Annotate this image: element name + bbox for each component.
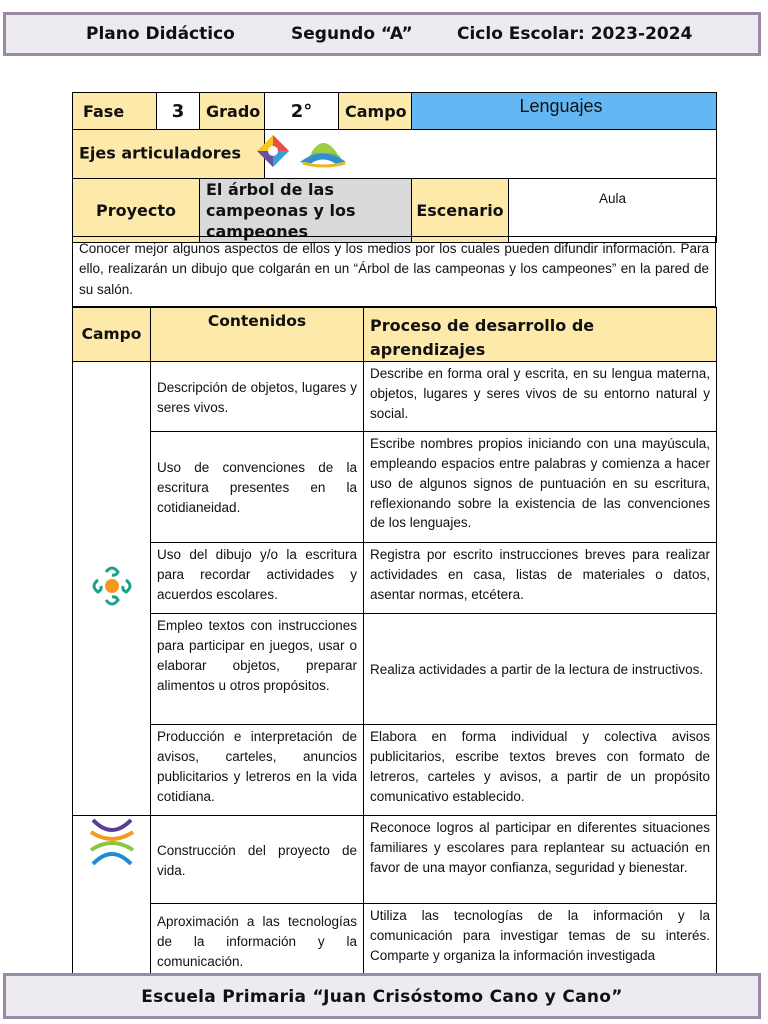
cycle-title: Ciclo Escolar: 2023-2024 bbox=[457, 24, 693, 44]
fase-value: 3 bbox=[157, 93, 200, 130]
proceso-cell: Describe en forma oral y escrita, en su lengua materna, objetos, lugares y seres vivos de su entorno natural y social. bbox=[364, 362, 717, 432]
contenido-cell: Producción e interpretación de avisos, carteles, anuncios publicitarios y letreros en la vida cotidiana. bbox=[151, 725, 364, 816]
footer-banner bbox=[3, 973, 761, 1019]
header-contenidos: Contenidos bbox=[151, 308, 364, 362]
contenido-cell: Aproximación a las tecnologías de la información y la comunicación. bbox=[151, 904, 364, 979]
proyecto-label: Proyecto bbox=[73, 179, 200, 243]
contenido-cell: Empleo textos con instrucciones para participar en juegos, usar o elaborar objetos, preparar alimentos u otros propósitos. bbox=[151, 614, 364, 725]
lenguajes-swirl-icon bbox=[91, 562, 133, 610]
proceso-cell: Registra por escrito instrucciones breves para realizar actividades en casa, listas de materiales o datos, asentar normas, etcétera. bbox=[364, 543, 717, 614]
escenario-value: Aula bbox=[509, 179, 717, 243]
header-banner bbox=[3, 12, 761, 56]
contenido-cell: Uso del dibujo y/o la escritura para recordar actividades y acuerdos escolares. bbox=[151, 543, 364, 614]
diamond-knot-icon bbox=[253, 131, 369, 171]
ejes-label-text: Ejes articuladores bbox=[79, 143, 242, 163]
header-proceso: Proceso de desarrollo de aprendizajes bbox=[364, 308, 717, 362]
proceso-cell: Elabora en forma individual y colectiva avisos publicitarios, escribe textos breves con formato de letreros, carteles y avisos, a partir de un propósito comunicativo establecido. bbox=[364, 725, 717, 816]
project-description: Conocer mejor algunos aspectos de ellos y los medios por los cuales pueden difundir información. Para ello, realizarán un dibujo que colgarán en un “Árbol de las campeonas y los campeones” en la pared de su salón. bbox=[73, 237, 716, 307]
header-campo: Campo bbox=[73, 308, 151, 362]
proceso-cell: Escribe nombres propios iniciando con una mayúscula, empleando espacios entre palabras y comienza a hacer uso de algunos signos de puntuación en su escritura, reflexionando sobre la existencia de las convenciones de los lenguajes. bbox=[364, 432, 717, 543]
grado-label: Grado bbox=[200, 93, 265, 130]
contenido-cell: Construcción del proyecto de vida. bbox=[151, 816, 364, 904]
contenido-cell: Uso de convenciones de la escritura presentes en la cotidianeidad. bbox=[151, 432, 364, 543]
proceso-cell: Utiliza las tecnologías de la información y la comunicación para investigar temas de su interés. Comparte y organiza la información investigada bbox=[364, 904, 717, 979]
contents-table bbox=[72, 307, 717, 979]
campo-value: Lenguajes bbox=[412, 93, 717, 130]
grado-value: 2° bbox=[265, 93, 339, 130]
proceso-cell: Realiza actividades a partir de la lectura de instructivos. bbox=[364, 614, 717, 725]
proyecto-value: El árbol de las campeonas y los campeones bbox=[200, 179, 412, 243]
campo-lenguajes bbox=[73, 362, 151, 816]
proceso-cell: Reconoce logros al participar en diferentes situaciones familiares y escolares para replantear su actuación en favor de una mayor confianza, seguridad y bienestar. bbox=[364, 816, 717, 904]
contenido-cell: Descripción de objetos, lugares y seres vivos. bbox=[151, 362, 364, 432]
ejes-label bbox=[73, 130, 265, 179]
description-table bbox=[72, 236, 716, 307]
campo-label: Campo bbox=[339, 93, 412, 130]
humano-comunitario-icon bbox=[85, 816, 139, 868]
info-table bbox=[72, 92, 717, 243]
fase-label: Fase bbox=[73, 93, 157, 130]
plan-title: Plano Didáctico bbox=[86, 24, 235, 44]
group-title: Segundo “A” bbox=[291, 24, 413, 44]
ejes-icons bbox=[253, 131, 369, 175]
school-name: Escuela Primaria “Juan Crisóstomo Cano y Cano” bbox=[141, 987, 623, 1007]
escenario-label: Escenario bbox=[412, 179, 509, 243]
campo-humano-comunitario bbox=[73, 816, 151, 979]
